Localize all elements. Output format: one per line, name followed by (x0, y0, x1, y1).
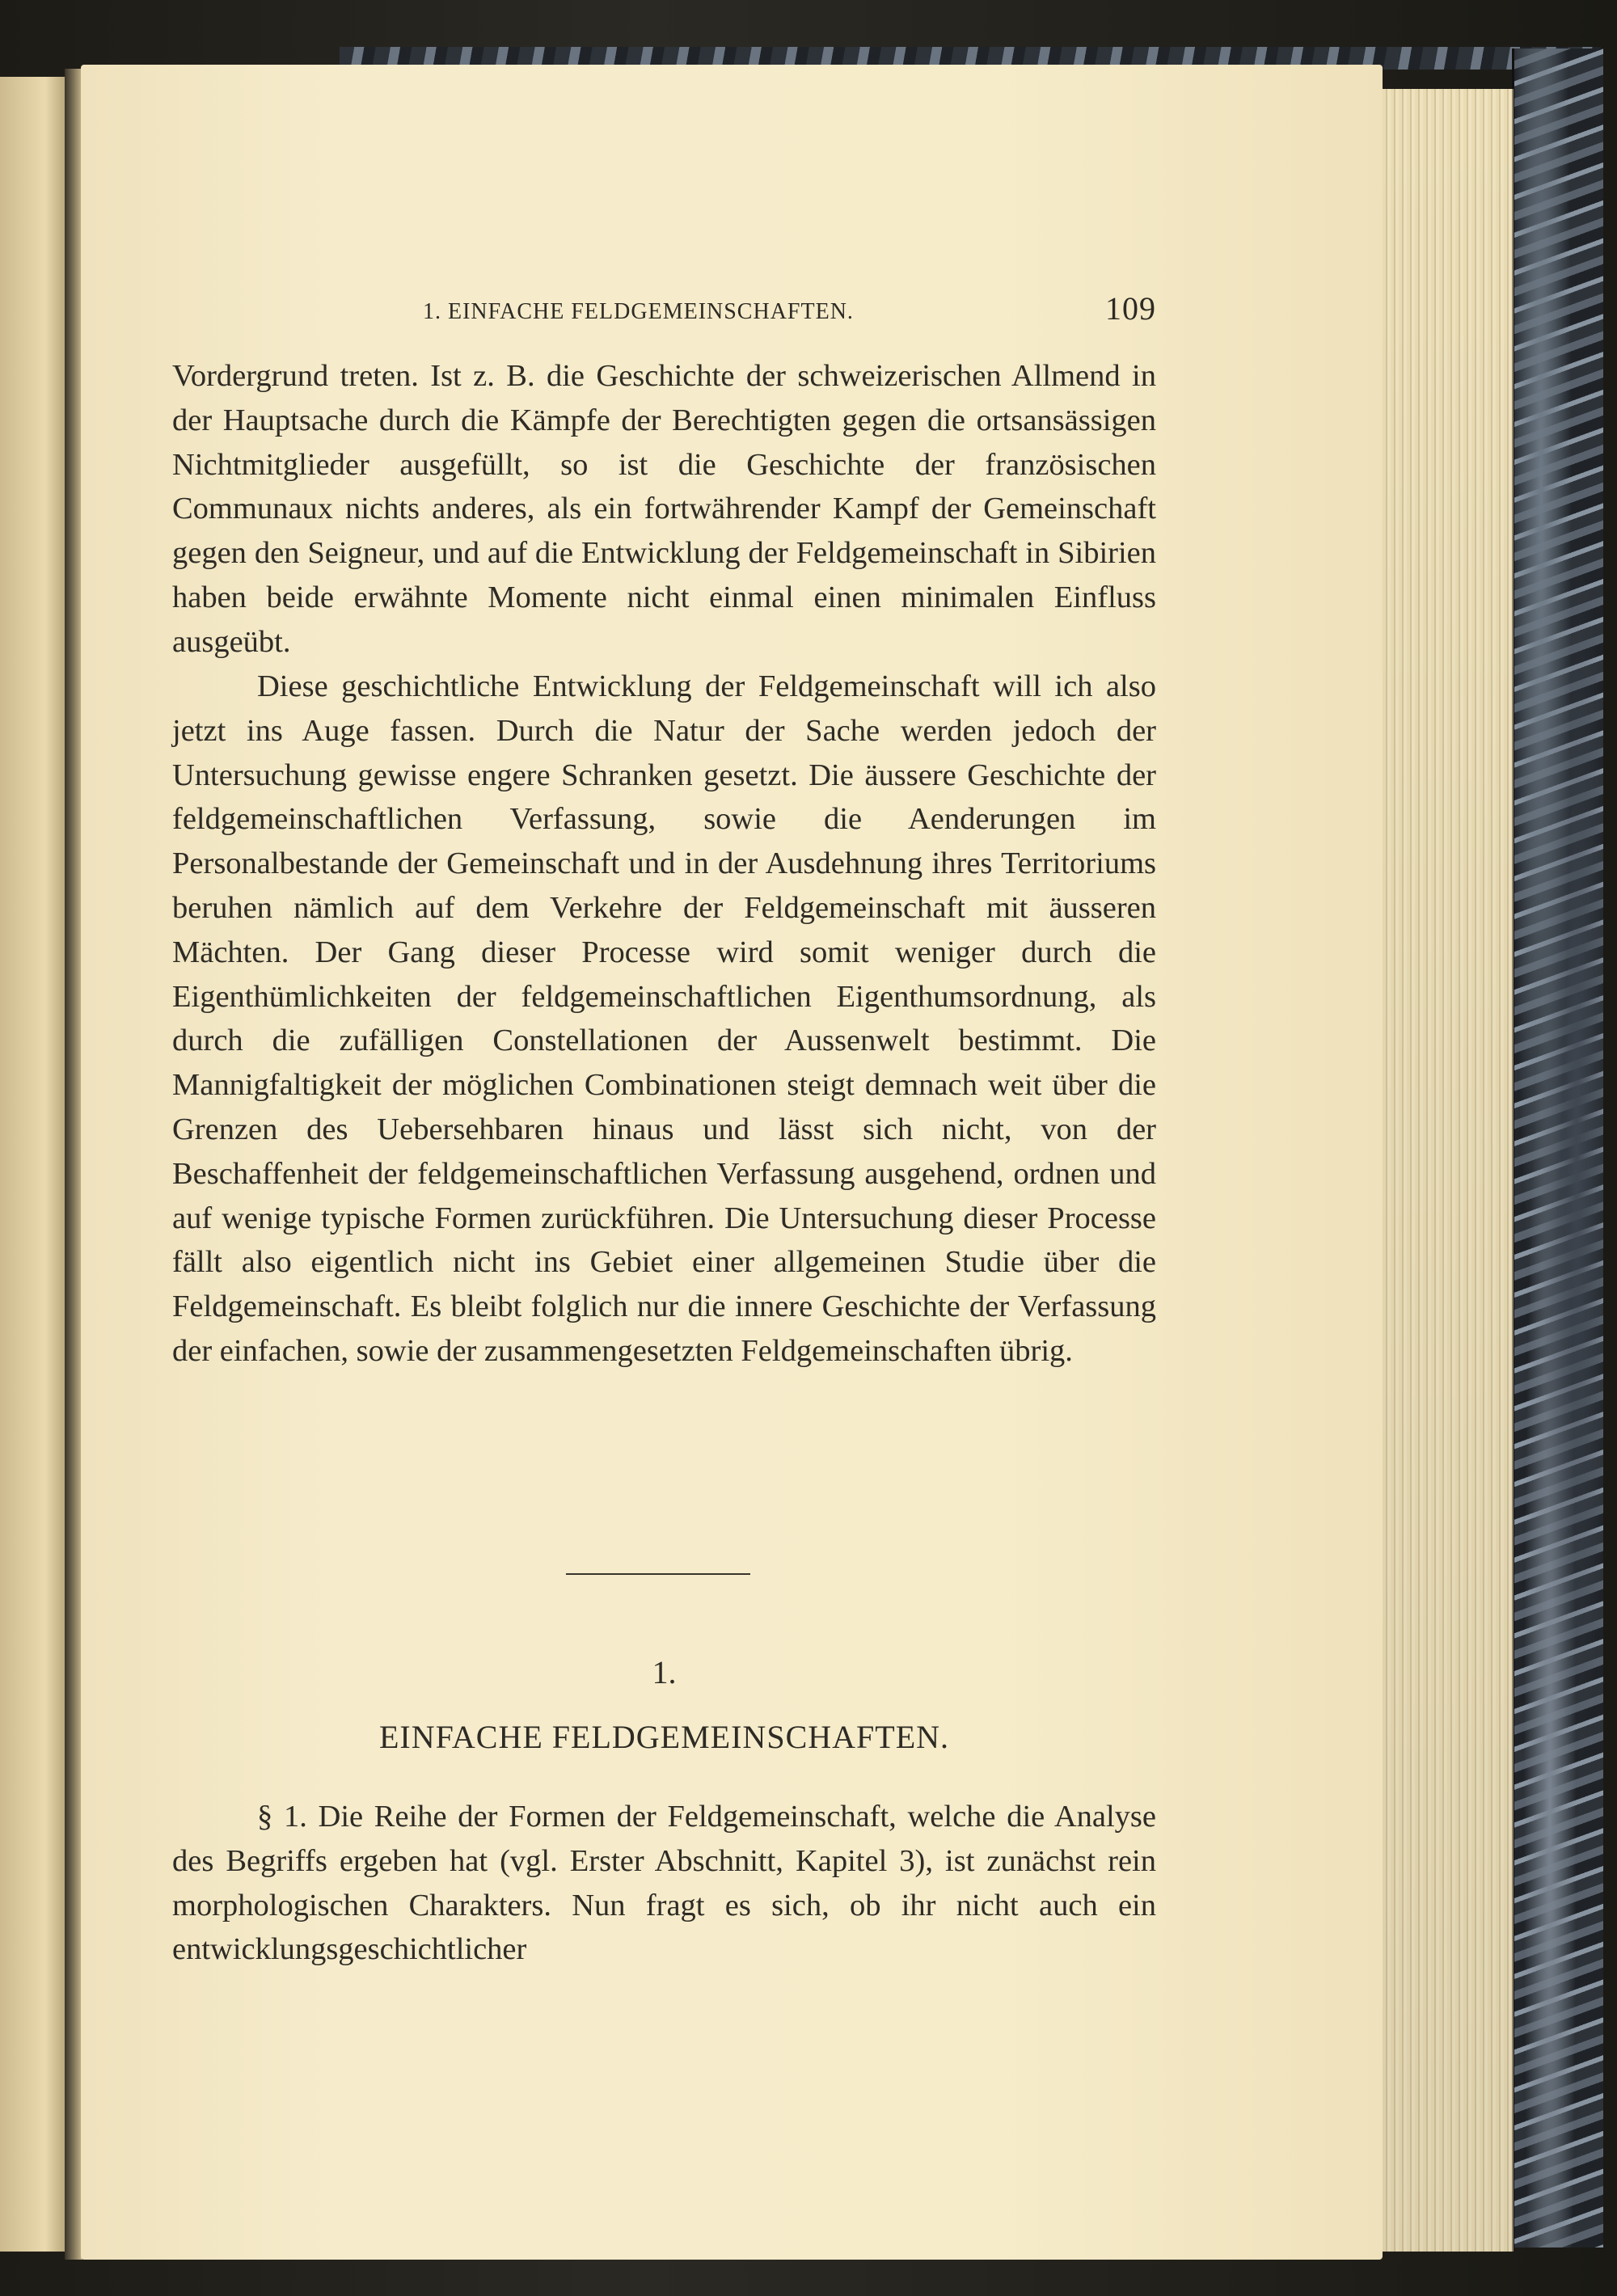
book-gutter (65, 69, 82, 2260)
paragraph-text: Vordergrund treten. Ist z. B. die Geschichte der schweizerischen Allmend in der Hauptsache durch die Kämpfe der Berechtigten gegen die ortsansässigen Nichtmitglieder ausgefüllt, so ist die Geschichte der französischen Communaux nichts anderes, als ein fortwährender Kampf der Gemeinschaft gegen den Seigneur, und auf die Entwicklung der Feldgemeinschaft in Sibirien haben beide erwähnte Momente nicht einmal einen minimalen Einfluss ausgeübt. (172, 359, 1156, 659)
section-divider-rule (566, 1573, 750, 1575)
page-block-edges (1374, 89, 1514, 2252)
previous-page-edge (0, 77, 65, 2252)
section-title: EINFACHE FELDGEMEINSCHAFTEN. (378, 1719, 950, 1755)
paragraph-text: § 1. Die Reihe der Formen der Feldgemeinschaft, welche die Analyse des Begriffs ergeben hat (vgl. Erster Abschnitt, Kapitel 3), ist zunächst rein morphologischen Charakters. Nun fragt es sich, ob ihr nicht auch ein entwicklungsgeschichtlicher (172, 1800, 1156, 1967)
paragraph (172, 665, 1156, 1374)
paragraph-continued (172, 354, 1156, 665)
running-head (172, 289, 1156, 338)
section-number: 1. (652, 1654, 677, 1690)
section-paragraph (172, 1795, 1156, 1972)
running-head-title: 1. EINFACHE FELDGEMEINSCHAFTEN. (423, 299, 854, 324)
book-cover-marbled-edge (1512, 49, 1603, 2247)
page-number: 109 (1105, 290, 1156, 327)
paragraph-text: Diese geschichtliche Entwicklung der Feldgemeinschaft will ich also jetzt ins Auge fassen. Durch die Natur der Sache werden jedoch der Untersuchung gewisse engere Schranken gesetzt. Die äussere Geschichte der feldgemeinschaftlichen Verfassung, sowie die Aenderungen im Personalbestande der Gemeinschaft und in der Ausdehnung ihres Territoriums beruhen nämlich auf dem Verkehre der Feldgemeinschaft mit äusseren Mächten. Der Gang dieser Processe wird somit weniger durch die Eigenthümlichkeiten der feldgemeinschaftlichen Eigenthumsordnung, als durch die zufälligen Constellationen der Aussenwelt bestimmt. Die Mannigfaltigkeit der möglichen Combinationen steigt demnach weit über die Grenzen des Uebersehbaren hinaus und lässt sich nicht, von der Beschaffenheit der feldgemeinschaftlichen Verfassung ausgehend, ordnen und auf wenige typische Formen zurückführen. Die Untersuchung dieser Processe fällt also eigentlich nicht ins Gebiet einer allgemeinen Studie über die Feldgemeinschaft. Es bleibt folglich nur die innere Geschichte der Verfassung der einfachen, sowie der zusammengesetzten Feldgemeinschaften übrig. (172, 669, 1156, 1368)
